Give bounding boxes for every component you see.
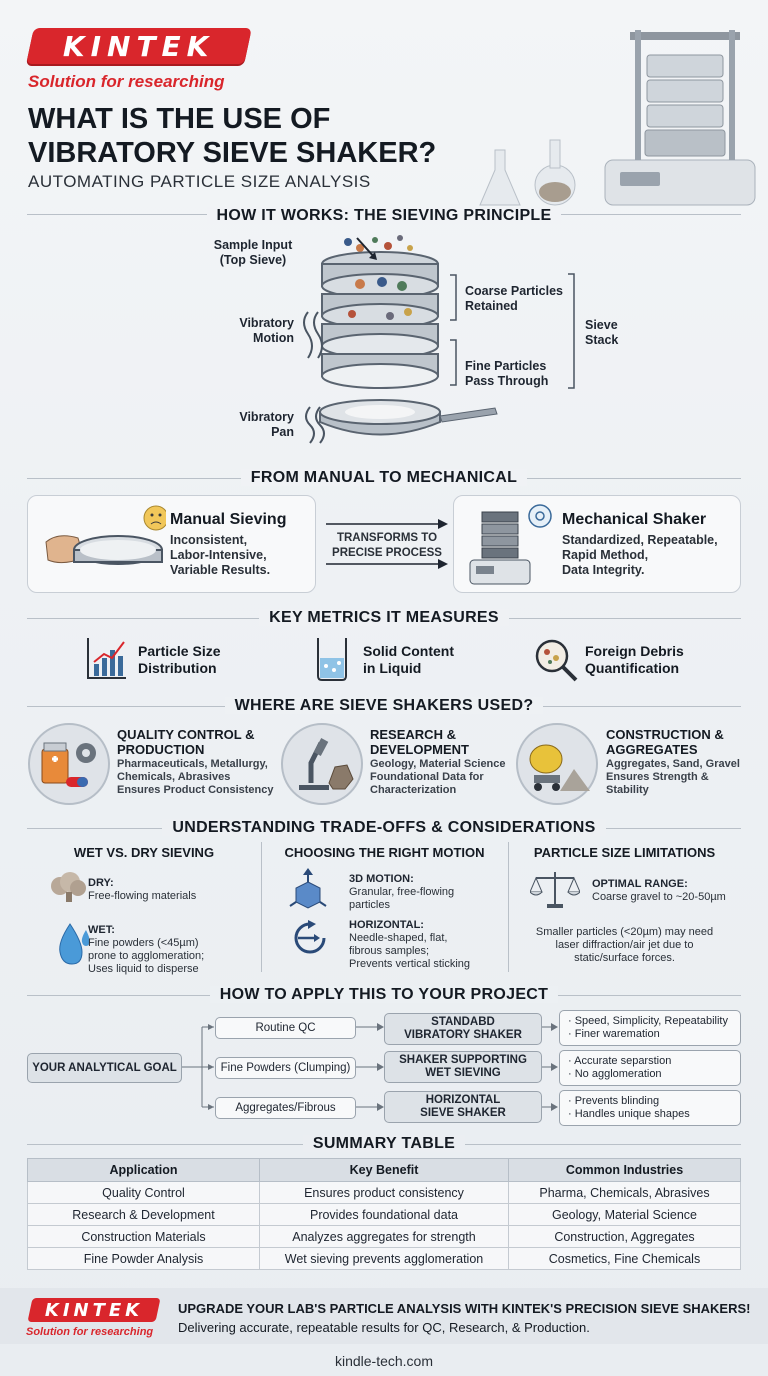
manual-sieving-title: Manual Sieving (170, 511, 287, 528)
summary-heading-text: SUMMARY TABLE (303, 1135, 465, 1152)
fine-line-1: Fine Particles (465, 359, 547, 373)
fine-line-2: Pass Through (465, 374, 549, 388)
use-2-line-2: Foundational Data for (370, 771, 484, 783)
sample-input-line-2: (Top Sieve) (219, 253, 287, 267)
vibratory-motion-line-1: Vibratory (239, 316, 294, 330)
use-2-title-1: RESEARCH & (370, 727, 456, 742)
dry-title: DRY: (88, 877, 114, 889)
table-row (28, 1248, 741, 1270)
result-2-line-2: · No agglomeration (568, 1068, 662, 1080)
metric-2-line-1: Solid Content (363, 643, 454, 659)
mechanical-shaker-text (562, 533, 718, 578)
use-research-title (370, 727, 469, 757)
motion-heading: CHOOSING THE RIGHT MOTION (284, 845, 485, 860)
table-cell: Ensures product consistency (260, 1182, 509, 1204)
table-cell: Wet sieving prevents agglomeration (260, 1248, 509, 1270)
kintek-logo (26, 28, 252, 64)
uses-heading-text: WHERE ARE SIEVE SHAKERS USED? (225, 697, 544, 714)
3d-motion-icon (288, 868, 328, 910)
summary-table (27, 1158, 741, 1270)
metric-solid-content (363, 643, 454, 677)
limit-line-1: Smaller particles (<20µm) may need (535, 926, 714, 938)
standard-shaker-box (384, 1013, 542, 1045)
table-cell: Pharma, Chemicals, Abrasives (509, 1182, 741, 1204)
3d-line-1: Granular, free-flowing (349, 886, 455, 898)
dust-cloud-icon (48, 870, 88, 902)
table-cell: Cosmetics, Fine Chemicals (509, 1248, 741, 1270)
stack-line-1: Sieve (585, 318, 618, 332)
vibration-waves-icon (300, 310, 328, 360)
wet-line-2: prone to agglomeration; (88, 950, 205, 962)
aggregates-box: Aggregates/Fibrous (215, 1097, 356, 1119)
hand-sieve-icon (38, 502, 166, 586)
balance-scale-icon (530, 868, 580, 910)
wet-line-3: Uses liquid to disperse (88, 963, 199, 975)
metric-3-line-1: Foreign Debris (585, 643, 684, 659)
metric-1-line-1: Particle Size (138, 643, 221, 659)
use-quality-text (117, 758, 274, 797)
size-limit-text (508, 926, 741, 965)
table-row (28, 1204, 741, 1226)
horizontal-shaker-line-2: SIEVE SHAKER (420, 1107, 506, 1119)
table-cell: Analyzes aggregates for strength (260, 1226, 509, 1248)
distribution-chart-icon (84, 636, 128, 682)
vibratory-motion-label (226, 316, 294, 346)
title-line-2: VIBRATORY SIEVE SHAKER? (28, 137, 437, 169)
table-header-row (28, 1159, 741, 1182)
table-row (28, 1182, 741, 1204)
horizontal-result-box (559, 1090, 741, 1126)
tradeoffs-heading (0, 819, 768, 837)
coarse-line-1: Coarse Particles (465, 284, 563, 298)
sieve-shaker-machine-illustration (585, 20, 765, 220)
water-drop-icon (56, 920, 92, 970)
result-2-line-1: · Accurate separstion (568, 1055, 672, 1067)
use-3-line-2: Ensures Strength & (606, 771, 709, 783)
metric-foreign-debris (585, 643, 684, 677)
horizontal-line-2: fibrous samples; (349, 945, 430, 957)
wet-shaker-line-1: SHAKER SUPPORTING (399, 1054, 527, 1066)
use-1-title-1: QUALITY CONTROL & (117, 727, 255, 742)
mech-line-2: Rapid Method, (562, 548, 649, 562)
wet-shaker-line-2: WET SIEVING (425, 1067, 501, 1079)
how-it-works-heading (0, 207, 768, 225)
horizontal-title: HORIZONTAL: (349, 919, 424, 931)
metric-particle-size (138, 643, 221, 677)
use-construction-title (606, 727, 724, 757)
use-research-text (370, 758, 506, 797)
website-link[interactable]: kindle-tech.com (334, 1353, 434, 1369)
use-1-line-1: Pharmaceuticals, Metallurgy, (117, 758, 268, 770)
use-2-title-2: DEVELOPMENT (370, 742, 469, 757)
sample-input-label (210, 238, 296, 268)
column-header: Key Benefit (260, 1159, 509, 1182)
table-cell: Fine Powder Analysis (28, 1248, 260, 1270)
down-arrow-icon (355, 236, 385, 266)
table-cell: Construction, Aggregates (509, 1226, 741, 1248)
uses-heading (0, 697, 768, 715)
transform-arrows-icon (322, 516, 450, 572)
analytical-goal-box: YOUR ANALYTICAL GOAL (27, 1053, 182, 1083)
metric-3-line-2: Quantification (585, 660, 680, 676)
pan-vibration-icon (302, 405, 328, 445)
manual-mechanical-heading (0, 469, 768, 487)
wet-shaker-box (384, 1051, 542, 1083)
fine-particles-label (465, 359, 548, 389)
dry-text: Free-flowing materials (88, 890, 197, 902)
table-cell: Provides foundational data (260, 1204, 509, 1226)
coarse-particles-label (465, 284, 563, 314)
mech-line-1: Standardized, Repeatable, (562, 533, 718, 547)
use-3-title-2: AGGREGATES (606, 742, 698, 757)
footer-kintek-logo (27, 1298, 160, 1322)
manual-mechanical-heading-text: FROM MANUAL TO MECHANICAL (241, 469, 527, 486)
wet-title: WET: (88, 924, 115, 936)
use-quality-title (117, 727, 254, 757)
footer-logo-text: KINTEK (44, 1299, 144, 1321)
wet-line-1: Fine powders (<45µm) (88, 937, 199, 949)
cement-mixer-icon (524, 735, 592, 795)
vibratory-pan-label (226, 410, 294, 440)
sieve-stack-label (585, 318, 618, 348)
title-line-1: WHAT IS THE USE OF (28, 103, 331, 135)
table-cell: Quality Control (28, 1182, 260, 1204)
use-1-title-2: PRODUCTION (117, 742, 205, 757)
limit-line-2: laser diffraction/air jet due to (555, 939, 694, 951)
use-2-line-3: Characterization (370, 784, 457, 796)
result-3-line-2: · Handles unique shapes (568, 1108, 690, 1120)
metrics-heading-text: KEY METRICS IT MEASURES (259, 609, 509, 626)
column-header: Common Industries (509, 1159, 741, 1182)
footer-cta-subline: Delivering accurate, repeatable results for QC, Research, & Production. (178, 1320, 590, 1335)
logo-text: KINTEK (63, 29, 215, 63)
optimal-range-title: OPTIMAL RANGE: (592, 878, 688, 890)
use-3-title-1: CONSTRUCTION & (606, 727, 724, 742)
3d-line-2: particles (349, 899, 390, 911)
manual-line-2: Labor-Intensive, (170, 548, 267, 562)
table-cell: Geology, Material Science (509, 1204, 741, 1226)
column-header: Application (28, 1159, 260, 1182)
microscope-rock-icon (291, 733, 355, 795)
lab-flask-illustration (470, 130, 590, 210)
magnifier-icon (532, 636, 580, 684)
result-1-line-2: · Finer waremation (568, 1028, 660, 1040)
limit-line-3: static/surface forces. (574, 952, 675, 964)
result-3-line-1: · Prevents blinding (568, 1095, 660, 1107)
optimal-range-text: Coarse gravel to ~20-50µm (592, 891, 726, 903)
horizontal-text (349, 932, 470, 971)
summary-heading (0, 1135, 768, 1153)
wet-dry-heading: WET VS. DRY SIEVING (73, 845, 215, 860)
beaker-icon (312, 636, 352, 682)
mechanical-shaker-icon (464, 502, 556, 588)
use-1-line-3: Ensures Product Consistency (117, 784, 274, 796)
use-1-line-2: Chemicals, Abrasives (117, 771, 231, 783)
use-2-line-1: Geology, Material Science (370, 758, 506, 770)
standard-result-box (559, 1010, 741, 1046)
table-cell: Construction Materials (28, 1226, 260, 1248)
stack-line-2: Stack (585, 333, 619, 347)
horizontal-line-3: Prevents vertical sticking (349, 958, 471, 970)
wet-result-box (559, 1050, 741, 1086)
vibratory-motion-line-2: Motion (253, 331, 294, 345)
horizontal-shaker-box (384, 1091, 542, 1123)
coarse-line-2: Retained (465, 299, 518, 313)
page-subtitle: AUTOMATING PARTICLE SIZE ANALYSIS (28, 172, 371, 191)
vibratory-pan-line-1: Vibratory (239, 410, 294, 424)
tagline: Solution for researching (28, 72, 225, 91)
footer-tagline: Solution for researching (26, 1326, 154, 1338)
footer-cta-headline: UPGRADE YOUR LAB'S PARTICLE ANALYSIS WITH KINTEK'S PRECISION SIEVE SHAKERS! (178, 1301, 751, 1316)
metrics-heading (0, 609, 768, 627)
table-row (28, 1226, 741, 1248)
use-3-line-3: Stability (606, 784, 649, 796)
transform-line-1: TRANSFORMS TO (336, 532, 438, 544)
standard-line-2: VIBRATORY SHAKER (404, 1029, 522, 1041)
sample-input-line-1: Sample Input (213, 238, 293, 252)
wet-text (88, 937, 204, 976)
manual-sieving-text (170, 533, 270, 578)
3d-motion-text (349, 886, 454, 912)
mechanical-shaker-title: Mechanical Shaker (562, 511, 707, 528)
tradeoffs-heading-text: UNDERSTANDING TRADE-OFFS & CONSIDERATIONS (162, 819, 605, 836)
apply-heading-text: HOW TO APPLY THIS TO YOUR PROJECT (210, 986, 558, 1003)
manual-line-1: Inconsistent, (170, 533, 248, 547)
result-1-line-1: · Speed, Simplicity, Repeatability (568, 1015, 728, 1027)
horizontal-motion-icon (290, 920, 330, 956)
mech-line-3: Data Integrity. (562, 563, 645, 577)
manual-line-3: Variable Results. (170, 563, 271, 577)
horizontal-shaker-line-1: HORIZONTAL (425, 1094, 501, 1106)
apply-heading (0, 986, 768, 1004)
metric-2-line-2: in Liquid (363, 660, 422, 676)
fine-powders-box: Fine Powders (Clumping) (215, 1057, 356, 1079)
horizontal-line-1: Needle-shaped, flat, (349, 932, 448, 944)
transform-line-2: PRECISE PROCESS (332, 547, 442, 559)
vibratory-pan-line-2: Pan (271, 425, 294, 439)
column-divider-1 (261, 842, 262, 972)
routine-qc-box: Routine QC (215, 1017, 356, 1039)
how-it-works-heading-text: HOW IT WORKS: THE SIEVING PRINCIPLE (207, 207, 562, 224)
standard-line-1: STANDABD (431, 1016, 495, 1028)
size-limits-heading: PARTICLE SIZE LIMITATIONS (533, 845, 716, 860)
3d-motion-title: 3D MOTION: (349, 873, 414, 885)
use-3-line-1: Aggregates, Sand, Gravel (606, 758, 740, 770)
metric-1-line-2: Distribution (138, 660, 217, 676)
use-construction-text (606, 758, 740, 797)
medicine-gear-icon (36, 733, 102, 795)
table-cell: Research & Development (28, 1204, 260, 1226)
